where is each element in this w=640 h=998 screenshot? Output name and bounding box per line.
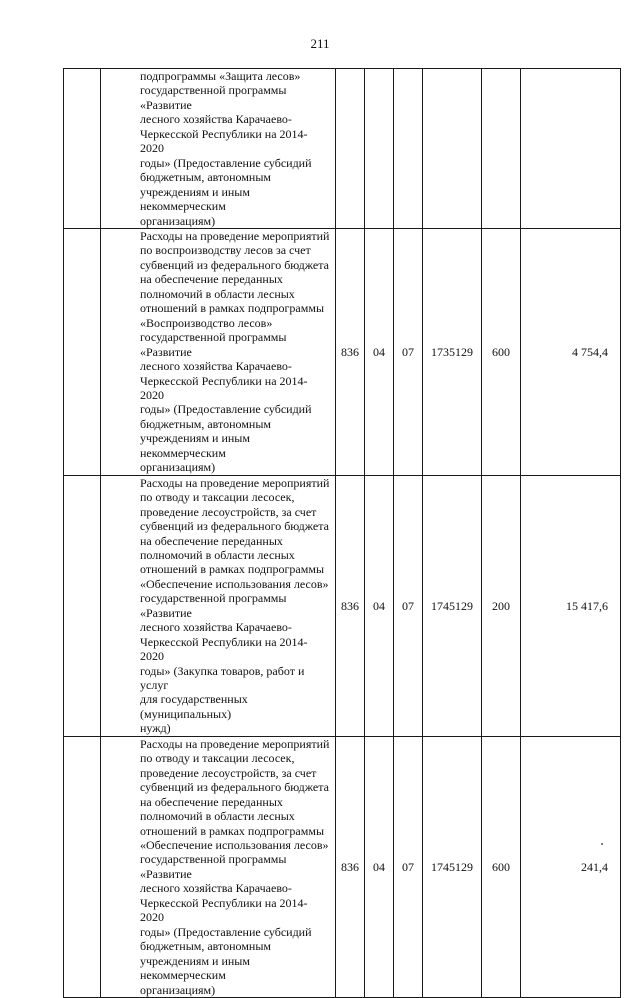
amount-cell <box>521 69 621 229</box>
expense-name-cell <box>101 228 336 475</box>
section-code-cell: 04 <box>365 736 394 997</box>
table-row <box>64 475 621 736</box>
expense-name-cell <box>101 475 336 736</box>
budget-table <box>63 68 621 998</box>
ministry-code-cell: 836 <box>336 475 365 736</box>
subsection-code-cell <box>394 69 423 229</box>
expense-type-cell: 600 <box>482 228 521 475</box>
expense-name-cell <box>101 69 336 229</box>
table-row <box>64 69 621 229</box>
expense-name-text: Расходы на проведение мероприятий по отводу и таксации лесосек, проведение лесоустройств, за счет субвенций из федерального бюджета на обеспечение переданных полномочий в области лесных отношений в рамках подпрограммы «Обеспечение использования лесов» государственной программы «Развитие лесного хозяйства Карачаево- Черкесской Республики на 2014-2020 годы» (Предоставление субсидий бюджетным, автономным учреждениям и иным некоммерческим организациям) <box>140 736 330 997</box>
row-number-cell <box>64 475 101 736</box>
amount-value: 241,4 <box>581 859 608 874</box>
table-row <box>64 736 621 997</box>
ministry-code-cell <box>336 69 365 229</box>
expense-type-cell: 600 <box>482 736 521 997</box>
expense-name-cell <box>101 736 336 997</box>
section-code-cell: 04 <box>365 475 394 736</box>
target-article-cell: 1745129 <box>423 475 482 736</box>
amount-cell <box>521 228 621 475</box>
subsection-code-cell: 07 <box>394 736 423 997</box>
ministry-code-cell: 836 <box>336 736 365 997</box>
expense-name-text: Расходы на проведение мероприятий по отводу и таксации лесосек, проведение лесоустройств, за счет субвенций из федерального бюджета на обеспечение переданных полномочий в области лесных отношений в рамках подпрограммы «Обеспечение использования лесов» государственной программы «Развитие лесного хозяйства Карачаево- Черкесской Республики на 2014-2020 годы» (Закупка товаров, работ и услуг для государственных (муниципальных) нужд) <box>140 475 330 736</box>
amount-cell <box>521 736 621 997</box>
table-row <box>64 228 621 475</box>
expense-type-cell: 200 <box>482 475 521 736</box>
row-number-cell <box>64 228 101 475</box>
amount-value: 4 754,4 <box>572 344 608 359</box>
section-code-cell: 04 <box>365 228 394 475</box>
expense-name-text: подпрограммы «Защита лесов» государственной программы «Развитие лесного хозяйства Карачаево- Черкесской Республики на 2014-2020 годы» (Предоставление субсидий бюджетным, автономным учреждениям и иным некоммерческим организациям) <box>140 69 312 228</box>
subsection-code-cell: 07 <box>394 475 423 736</box>
target-article-cell: 1745129 <box>423 736 482 997</box>
row-number-cell <box>64 736 101 997</box>
target-article-cell <box>423 69 482 229</box>
page-number: 211 <box>310 36 330 51</box>
scan-speck <box>601 843 603 845</box>
expense-type-cell <box>482 69 521 229</box>
subsection-code-cell: 07 <box>394 228 423 475</box>
row-number-cell <box>64 69 101 229</box>
expense-name-text: Расходы на проведение мероприятий по воспроизводству лесов за счет субвенций из федерального бюджета на обеспечение переданных полномочий в области лесных отношений в рамках подпрограммы «Воспроизводство лесов» государственной программы «Развитие лесного хозяйства Карачаево- Черкесской Республики на 2014-2020 годы» (Предоставление субсидий бюджетным, автономным учреждениям и иным некоммерческим организациям) <box>140 228 330 475</box>
ministry-code-cell: 836 <box>336 228 365 475</box>
amount-cell <box>521 475 621 736</box>
section-code-cell <box>365 69 394 229</box>
amount-value: 15 417,6 <box>566 598 608 613</box>
amount-value <box>608 141 620 155</box>
target-article-cell: 1735129 <box>423 228 482 475</box>
